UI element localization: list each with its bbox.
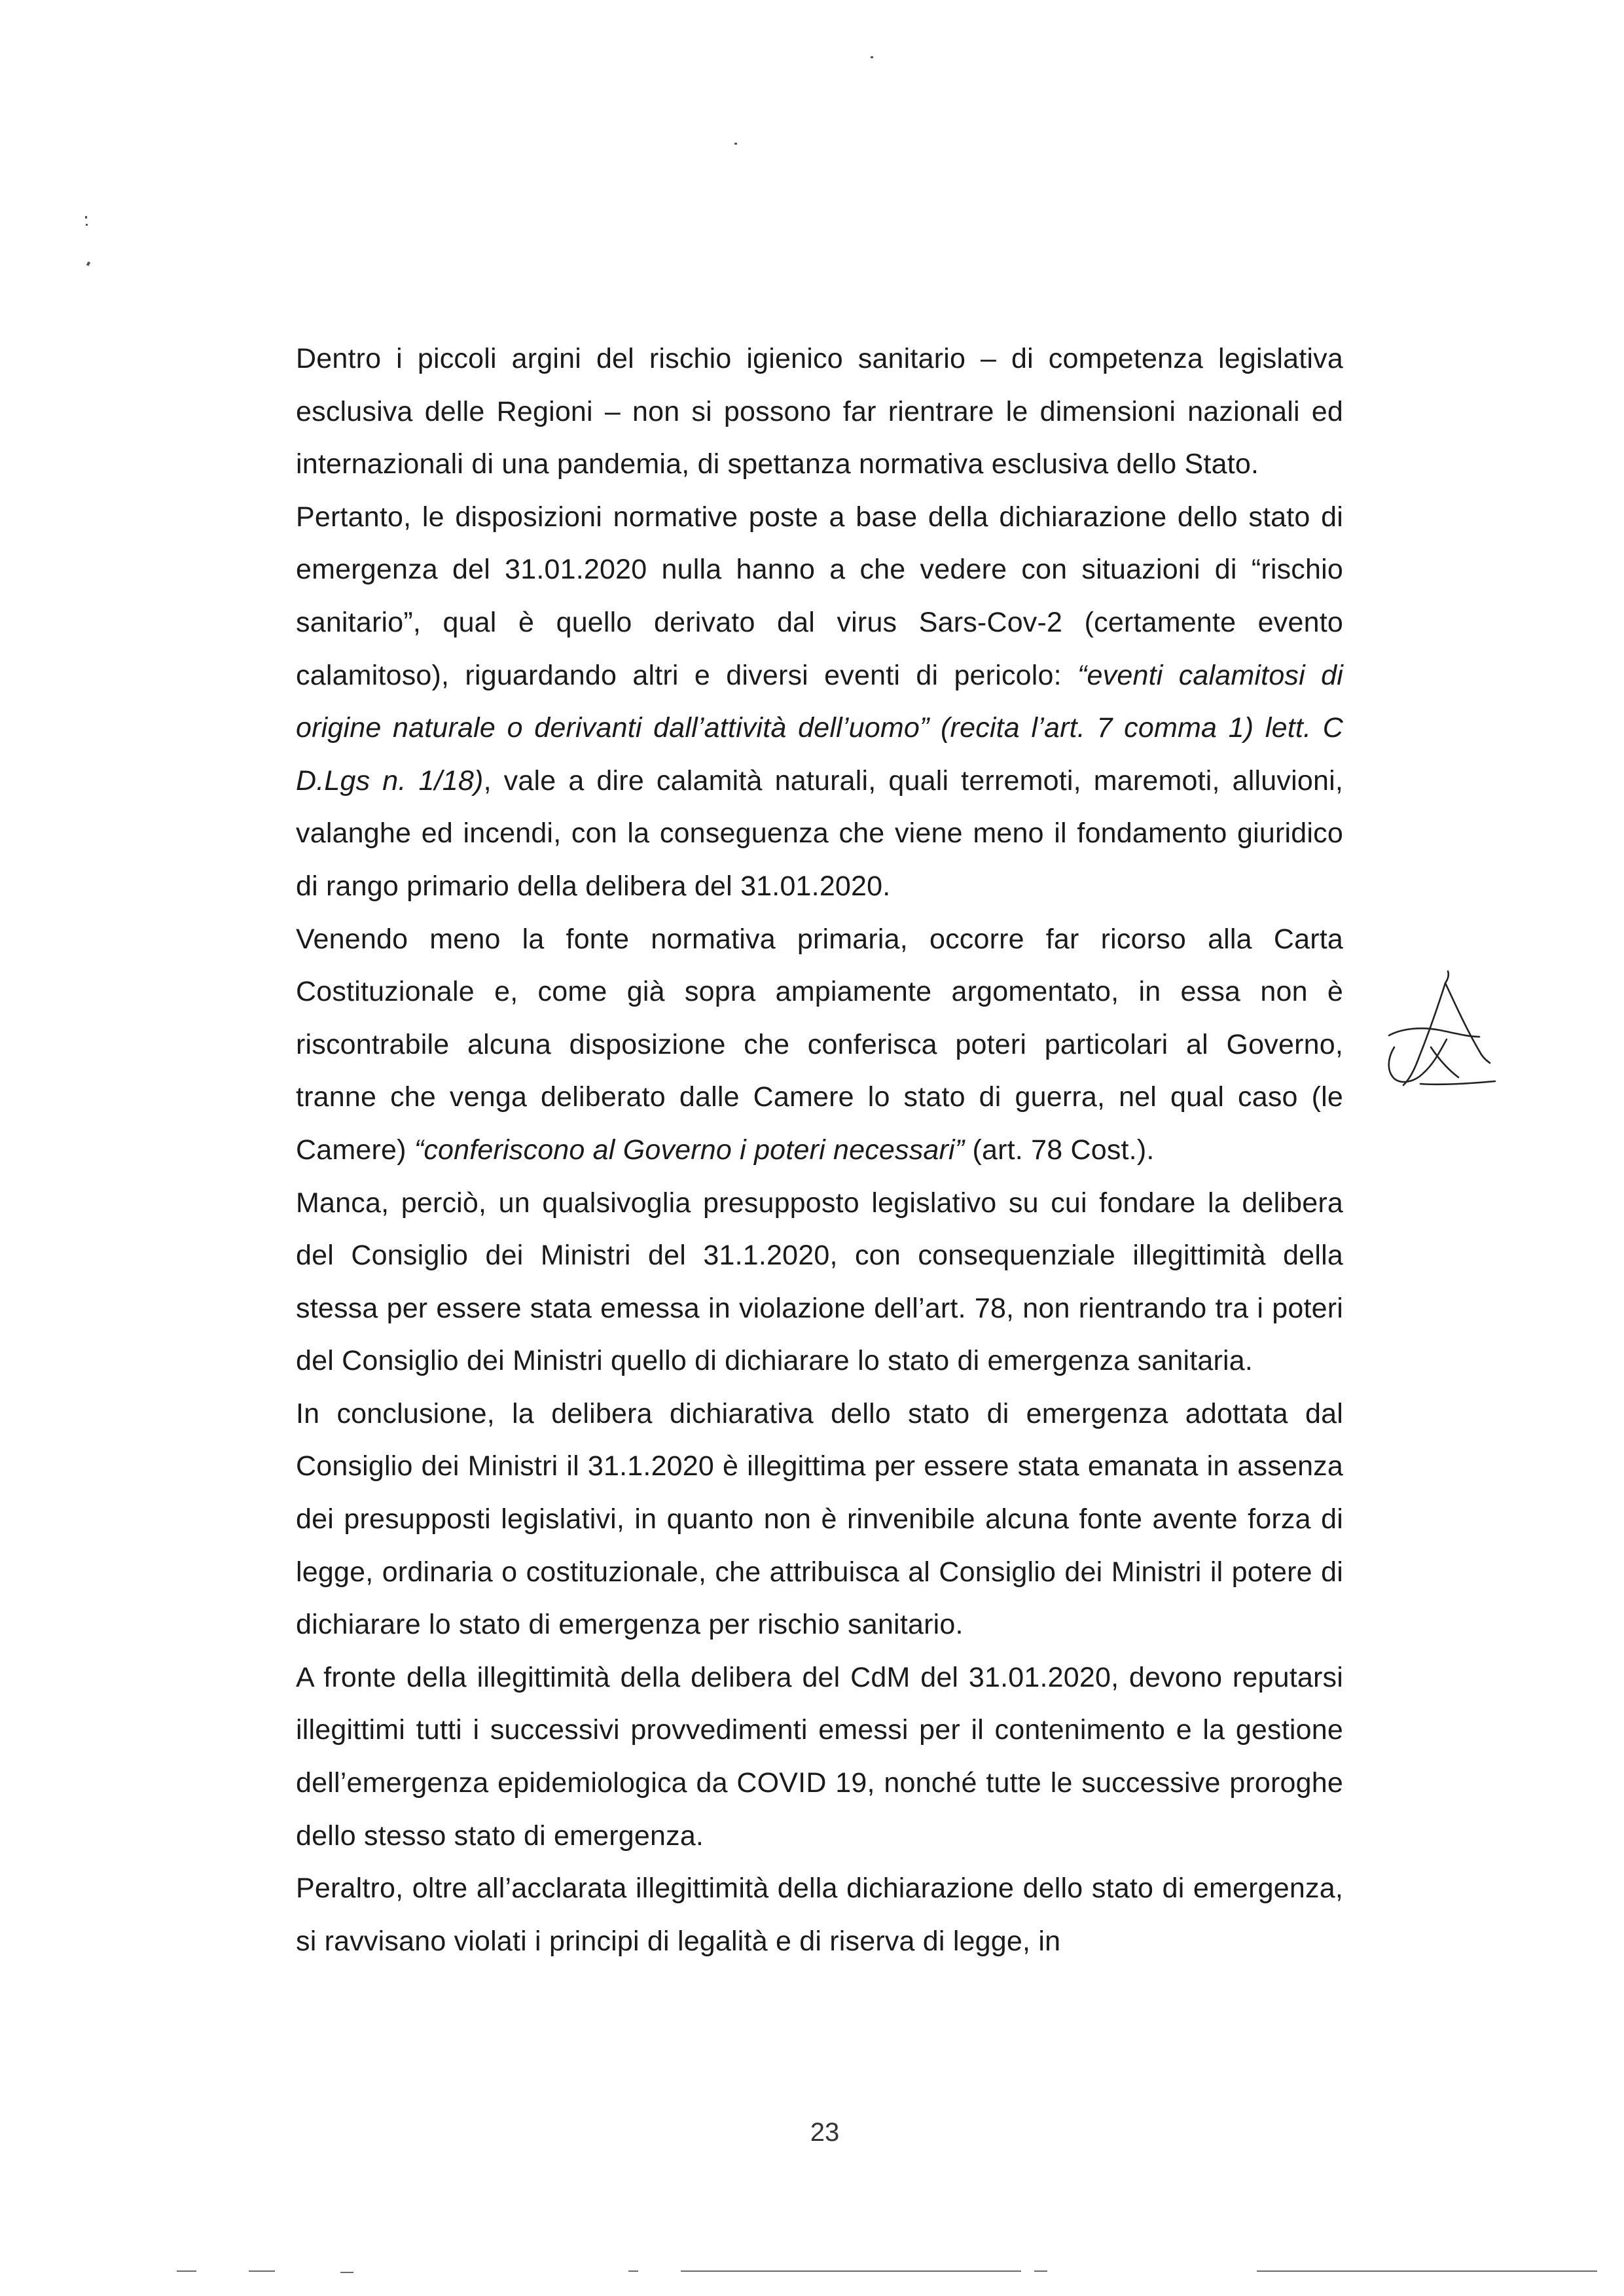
text-run: Pertanto, le disposizioni normative poste a base della dichiarazione dello stato di emergenza del 31.01.2020 nulla hanno a che vedere con situazioni di “rischio sanitario”, qual è quello derivato dal virus Sars-Cov-2 (certamente evento calamitoso), riguardando altri e diversi eventi di pericolo: — [296, 501, 1343, 691]
scan-artifact-lines — [0, 2251, 1624, 2291]
body-paragraph — [296, 913, 1343, 1177]
text-run: Peraltro, oltre all’acclarata illegittimità della dichiarazione dello stato di emergenza, si ravvisano violati i principi di legalità e di riserva di legge, in — [296, 1873, 1343, 1957]
scan-speck — [86, 224, 88, 226]
body-paragraph — [296, 1862, 1343, 1967]
text-run: Dentro i piccoli argini del rischio igienico sanitario – di competenza legislativa esclusiva delle Regioni – non si possono far rientrare le dimensioni nazionali ed internazionali di una pandemia, di spettanza normativa esclusiva dello Stato. — [296, 343, 1343, 480]
document-body — [296, 332, 1343, 1967]
scan-speck — [871, 56, 873, 58]
text-run: , vale a dire calamità naturali, quali terremoti, maremoti, alluvioni, valanghe ed incendi, con la conseguenza che viene meno il fondamento giuridico di rango primario della delibera del 31.01.2020. — [296, 764, 1343, 902]
text-run: A fronte della illegittimità della delibera del CdM del 31.01.2020, devono reputarsi illegittimi tutti i successivi provvedimenti emessi per il contenimento e la gestione dell’emergenza epidemiologica da COVID 19, nonché tutte le successive proroghe dello stesso stato di emergenza. — [296, 1661, 1343, 1852]
scan-speck — [86, 261, 90, 266]
scan-speck — [85, 216, 87, 219]
page-number: 23 — [810, 2118, 840, 2147]
body-paragraph — [296, 1177, 1343, 1388]
text-run: Venendo meno la fonte normativa primaria, occorre far ricorso alla Carta Costituzionale e, come già sopra ampiamente argomentato, in essa non è riscontrabile alcuna disposizione che conferisca poteri particolari al Governo, tranne che venga deliberato dalle Camere lo stato di guerra, nel qual caso (le Camere) — [296, 923, 1343, 1166]
italic-quote-run: “eventi calamitosi di origine naturale o derivanti dall’attività dell’uomo” (recita l’art. 7 comma 1) lett. C D.Lgs n. 1/18) — [296, 659, 1343, 797]
italic-quote-run: “conferiscono al Governo i poteri necessari” — [414, 1134, 965, 1166]
body-paragraph — [296, 1651, 1343, 1862]
scan-speck — [734, 143, 737, 145]
text-run: (art. 78 Cost.). — [964, 1134, 1155, 1166]
body-paragraph — [296, 332, 1343, 491]
handwritten-initials-signature — [1375, 969, 1499, 1100]
text-run: Manca, perciò, un qualsivoglia presupposto legislativo su cui fondare la delibera del Consiglio dei Ministri del 31.1.2020, con consequenziale illegittimità della stessa per essere stata emessa in violazione dell’art. 78, non rientrando tra i poteri del Consiglio dei Ministri quello di dichiarare lo stato di emergenza sanitaria. — [296, 1187, 1343, 1377]
text-run: In conclusione, la delibera dichiarativa dello stato di emergenza adottata dal Consiglio dei Ministri il 31.1.2020 è illegittima per essere stata emanata in assenza dei presupposti legislativi, in quanto non è rinvenibile alcuna fonte avente forza di legge, ordinaria o costituzionale, che attribuisca al Consiglio dei Ministri il potere di dichiarare lo stato di emergenza per rischio sanitario. — [296, 1397, 1343, 1641]
body-paragraph — [296, 1388, 1343, 1651]
body-paragraph — [296, 491, 1343, 913]
